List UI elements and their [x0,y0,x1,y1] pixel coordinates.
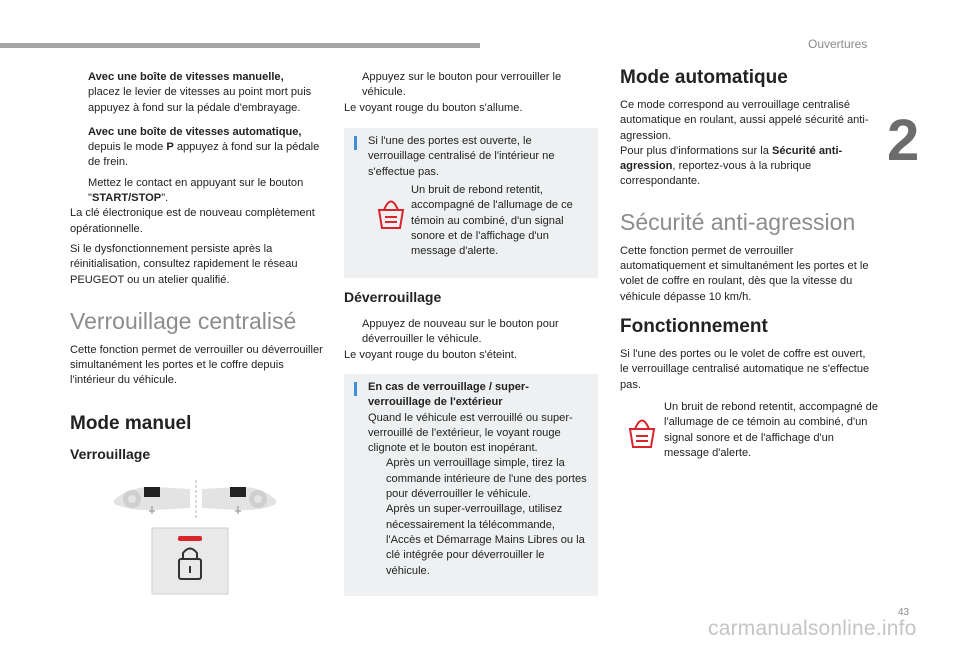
dashboard-left-panel [114,487,190,514]
paragraph-automatic-mode: Ce mode correspond au verrouillage centralisé automatique en roulant, aussi appelé sécurité anti-agression. Pour plus d'informations sur la Sécurité anti-agression, reportez-vous à la rubrique correspondante. [620,99,869,188]
dashboard-lock-button-illustration [110,478,280,598]
paragraph-red-light-on: Le voyant rouge du bouton s'allume. [344,101,523,114]
chapter-number: 2 [887,108,920,173]
bullet-auto-gearbox: Avec une boîte de vitesses automatique, depuis le mode P appuyez à fond sur la pédale de frein. [88,125,320,169]
door-open-warning-icon [627,409,657,451]
info-note-external-locking [344,374,598,596]
page-number: 43 [898,607,910,618]
note-icon-text: Un bruit de rebond retentit, accompagné de l'allumage de ce témoin au combiné, d'un signal sonore et de l'affichage d'un message d'alerte. [411,184,573,258]
column-2-unlock [344,288,600,363]
bullet-press-to-unlock: Appuyez de nouveau sur le bouton pour déverrouiller le véhicule. [362,318,559,346]
bullet-manual-gearbox: Avec une boîte de vitesses manuelle, placez le levier de vitesses au point mort puis appuyez à fond sur la pédale d'embrayage. [88,71,312,114]
heading-operation: Fonctionnement [620,315,768,337]
bullet-press-to-lock: Appuyez sur le bouton pour verrouiller le véhicule. [362,71,562,99]
watermark: carmanualsonline.info [708,617,917,640]
info-marker [354,136,357,150]
heading-manual-mode: Mode manuel [70,412,192,434]
note-bullet-simple-lock: Après un verrouillage simple, tirez la commande intérieure de l'une des portes pour déverrouiller le véhicule. [386,457,587,501]
warning-icon-text: Un bruit de rebond retentit, accompagné de l'allumage de ce témoin au combiné, d'un signal sonore et de l'affichage d'un message d'alerte. [664,401,878,459]
heading-locking: Verrouillage [70,445,151,462]
paragraph-persistent-fault: Si le dysfonctionnement persiste après la réinitialisation, consultez rapidement le réseau PEUGEOT ou un atelier qualifié. [70,242,298,286]
paragraph-central-locking: Cette fonction permet de verrouiller ou déverrouiller simultanément les portes et le coffre depuis l'intérieur du véhicule. [70,343,323,387]
paragraph-anti-aggression: Cette fonction permet de verrouiller automatiquement et simultanément les portes et le volet de coffre en roulant, dès que la vitesse du véhicule dépasse 10 km/h. [620,244,869,303]
paragraph-key-operational: La clé électronique est de nouveau complètement opérationnelle. [70,207,315,235]
column-3 [620,66,875,393]
heading-automatic-mode: Mode automatique [620,67,788,88]
heading-unlocking: Déverrouillage [344,289,442,305]
dashboard-right-panel [202,487,276,514]
column-2 [344,70,600,116]
note-bullet-super-lock: Après un super-verrouillage, utilisez nécessairement la télécommande, l'Accès et Démarrage Mains Libres ou la clé intégrée pour déverrouiller le véhicule. [386,503,585,577]
column-1 [70,70,325,463]
section-label: Ouvertures [808,37,868,51]
info-marker [354,382,357,396]
heading-anti-aggression: Sécurité anti-agression [620,208,856,235]
central-lock-button [152,528,228,594]
heading-central-locking: Verrouillage centralisé [70,307,297,334]
paragraph-red-light-off: Le voyant rouge du bouton s'éteint. [344,348,517,361]
note-text: En cas de verrouillage / super-verrouillage de l'extérieur Quand le véhicule est verrouillé ou super-verrouillé de l'extérieur, le voyant rouge clignote et le bouton est inopérant. Après un verrouillage simple, tirez la commande intérieure de l'une des portes pour déverrouiller le véhicule. Après un super-verrouillage, utilisez nécessairement la télécommande, l'Accès et Démarrage Mains Libres ou la clé intégrée pour déverrouiller le véhicule. [368,380,590,579]
bullet-start-stop: Mettez le contact en appuyant sur le bouton "START/STOP". [88,176,304,205]
top-rule [0,43,480,48]
door-open-warning-icon [376,190,406,232]
note-text: Si l'une des portes est ouverte, le verrouillage centralisé de l'intérieur ne s'effectue pas. [368,135,555,178]
paragraph-operation: Si l'une des portes ou le volet de coffre est ouvert, le verrouillage centralisé automatique ne s'effectue pas. [620,347,870,391]
info-note-door-open [344,128,598,278]
